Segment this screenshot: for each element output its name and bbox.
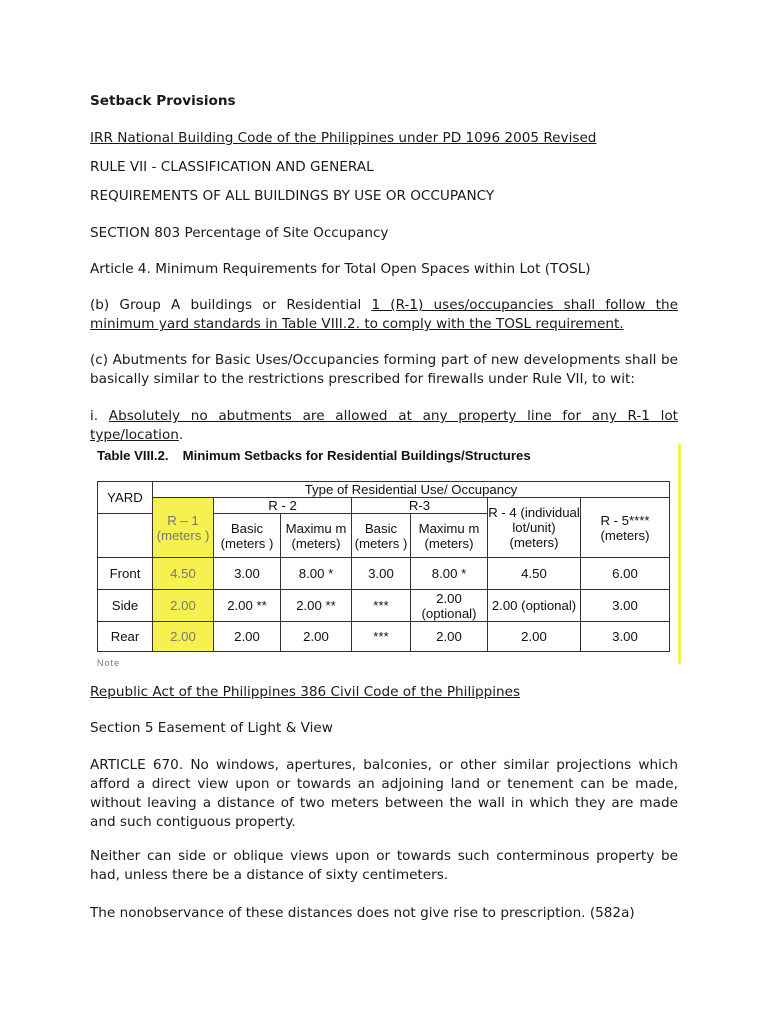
group-r2: R - 2 — [214, 498, 352, 514]
row-side-r3-max: 2.00 (optional) — [411, 590, 488, 622]
paragraph-b-underlined: 1 (R-1) uses/occupancies shall follow the minimum yard standards in Table VIII.2. to comply with the TOSL requirement. — [90, 297, 678, 332]
row-side-r2-max: 2.00 ** — [281, 590, 352, 622]
nonobservance-paragraph: The nonobservance of these distances does not give rise to prescription. (582a) — [90, 905, 635, 921]
group-r3: R-3 — [352, 498, 488, 514]
section5-heading: Section 5 Easement of Light & View — [90, 720, 333, 736]
rule-heading: RULE VII - CLASSIFICATION AND GENERAL — [90, 159, 374, 175]
article670-paragraph: ARTICLE 670. No windows, apertures, balconies, or other similar projections which afford a direct view upon or towards an adjoining land or tenement can be made, without leaving a distance of two meters between the wall in which they are made and such contiguous property. — [90, 757, 678, 830]
row-rear-r3-max: 2.00 — [411, 622, 488, 652]
section-heading: SECTION 803 Percentage of Site Occupancy — [90, 225, 389, 241]
yard-header-spacer — [98, 514, 153, 558]
document-title: Setback Provisions — [90, 93, 236, 109]
col-r2-max: Maximu m (meters) — [281, 514, 352, 558]
row-rear-r3-basic: *** — [352, 622, 411, 652]
paragraph-b — [90, 296, 678, 334]
yard-header: YARD — [98, 482, 153, 514]
row-front-r1: 4.50 — [153, 558, 214, 590]
table-row — [98, 558, 670, 590]
row-side-r3-basic: *** — [352, 590, 411, 622]
col-r3-basic: Basic (meters ) — [352, 514, 411, 558]
row-front-r3-basic: 3.00 — [352, 558, 411, 590]
col-r1: R – 1 (meters ) — [153, 498, 214, 558]
table-row — [98, 622, 670, 652]
setback-table-image — [96, 444, 680, 666]
republic-act-heading: Republic Act of the Philippines 386 Civil Code of the Philippines — [90, 684, 521, 700]
table-caption-number: Table VIII.2. — [97, 448, 169, 463]
neither-paragraph: Neither can side or oblique views upon or towards such conterminous property be had, unless there be a distance of sixty centimeters. — [90, 848, 678, 883]
row-rear-yard: Rear — [98, 622, 153, 652]
row-front-r4: 4.50 — [488, 558, 581, 590]
paragraph-i-underlined: Absolutely no abutments are allowed at any property line for any R-1 lot type/location — [90, 408, 679, 443]
col-r3-max: Maximu m (meters) — [411, 514, 488, 558]
row-rear-r4: 2.00 — [488, 622, 581, 652]
paragraph-b-text: (b) Group A buildings or Residential — [90, 297, 372, 313]
table-caption-text: Minimum Setbacks for Residential Buildings/Structures — [182, 448, 531, 463]
row-rear-r2-basic: 2.00 — [214, 622, 281, 652]
row-rear-r1: 2.00 — [153, 622, 214, 652]
col-r2-basic: Basic (meters ) — [214, 514, 281, 558]
col-r4: R - 4 (individual lot/unit) (meters) — [488, 498, 581, 558]
irr-heading: IRR National Building Code of the Philippines under PD 1096 2005 Revised — [90, 130, 597, 146]
row-front-r5: 6.00 — [581, 558, 670, 590]
row-side-yard: Side — [98, 590, 153, 622]
paragraph-i — [90, 407, 678, 445]
paragraph-i-prefix: i. — [90, 408, 109, 424]
setback-table — [97, 481, 670, 652]
col-r5: R - 5**** (meters) — [581, 498, 670, 558]
row-side-r2-basic: 2.00 ** — [214, 590, 281, 622]
row-side-r5: 3.00 — [581, 590, 670, 622]
row-front-r2-basic: 3.00 — [214, 558, 281, 590]
article4-heading: Article 4. Minimum Requirements for Total Open Spaces within Lot (TOSL) — [90, 261, 591, 277]
table-row — [98, 590, 670, 622]
row-rear-r5: 3.00 — [581, 622, 670, 652]
table-notes-peek: Note — [97, 658, 121, 668]
paragraph-i-suffix: . — [178, 427, 184, 443]
requirements-heading: REQUIREMENTS OF ALL BUILDINGS BY USE OR OCCUPANCY — [90, 188, 495, 204]
paragraph-c: (c) Abutments for Basic Uses/Occupancies forming part of new developments shall be basically similar to the restrictions prescribed for firewalls under Rule VII, to wit: — [90, 352, 678, 387]
row-side-r1: 2.00 — [153, 590, 214, 622]
row-front-r3-max: 8.00 * — [411, 558, 488, 590]
row-front-r2-max: 8.00 * — [281, 558, 352, 590]
row-side-r4: 2.00 (optional) — [488, 590, 581, 622]
row-rear-r2-max: 2.00 — [281, 622, 352, 652]
highlight-edge — [678, 444, 681, 664]
type-header: Type of Residential Use/ Occupancy — [153, 482, 670, 498]
table-caption — [97, 448, 531, 463]
row-front-yard: Front — [98, 558, 153, 590]
